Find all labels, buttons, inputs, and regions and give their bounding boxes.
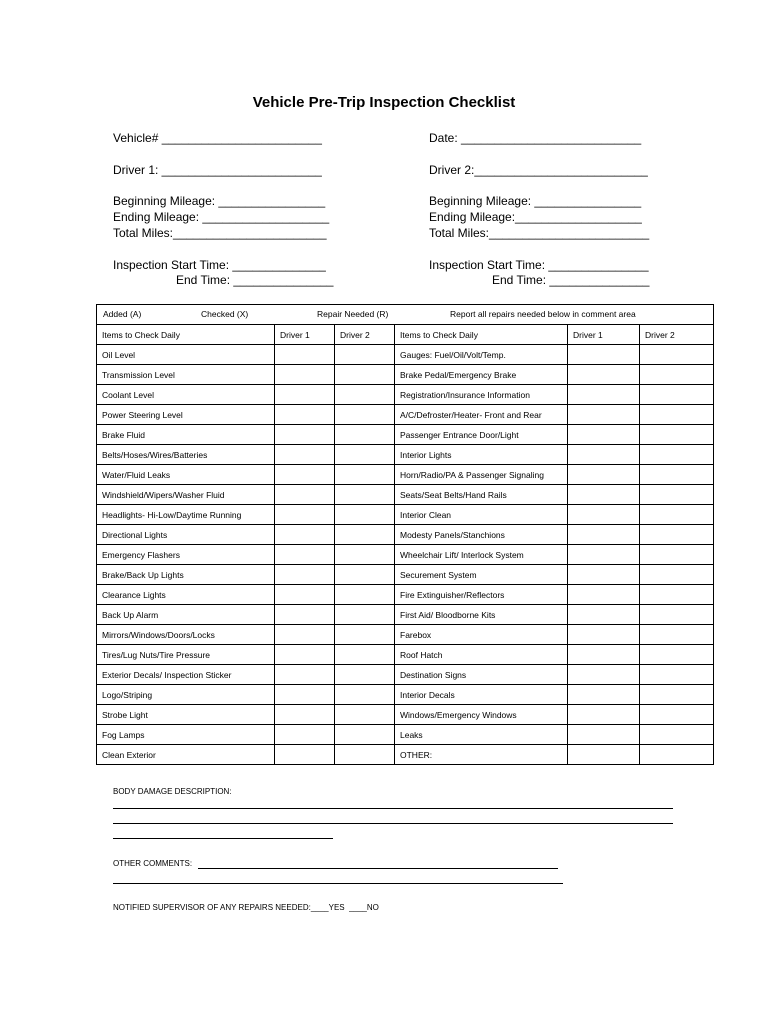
driver2-field[interactable]: Driver 2:__________________________ <box>429 163 648 177</box>
driver1-check-left[interactable] <box>275 545 335 565</box>
item-label-left: Coolant Level <box>97 385 275 405</box>
item-label-left: Power Steering Level <box>97 405 275 425</box>
table-row <box>97 705 714 725</box>
driver1-check-right[interactable] <box>568 525 640 545</box>
item-label-left: Exterior Decals/ Inspection Sticker <box>97 665 275 685</box>
inspection-start-time-left-field[interactable]: Inspection Start Time: ______________ <box>113 258 326 272</box>
item-label-right: Brake Pedal/Emergency Brake <box>395 365 568 385</box>
total-miles-left-field[interactable]: Total Miles:_______________________ <box>113 226 327 240</box>
driver2-check-left[interactable] <box>335 465 395 485</box>
driver2-check-right[interactable] <box>640 505 714 525</box>
item-label-left: Water/Fluid Leaks <box>97 465 275 485</box>
driver1-check-left[interactable] <box>275 365 335 385</box>
driver2-check-left[interactable] <box>335 565 395 585</box>
driver2-check-right[interactable] <box>640 605 714 625</box>
driver2-check-right[interactable] <box>640 425 714 445</box>
driver1-check-right[interactable] <box>568 385 640 405</box>
item-label-right: Fire Extinguisher/Reflectors <box>395 585 568 605</box>
driver2-check-right[interactable] <box>640 665 714 685</box>
legend-checked: Checked (X) <box>201 309 249 319</box>
body-damage-line-3[interactable] <box>113 838 333 839</box>
driver2-check-right[interactable] <box>640 345 714 365</box>
driver1-check-right[interactable] <box>568 745 640 765</box>
item-label-left: Clearance Lights <box>97 585 275 605</box>
driver2-check-left[interactable] <box>335 585 395 605</box>
driver1-check-right[interactable] <box>568 605 640 625</box>
driver1-check-right[interactable] <box>568 565 640 585</box>
driver1-check-right[interactable] <box>568 405 640 425</box>
table-row <box>97 665 714 685</box>
driver1-check-left[interactable] <box>275 345 335 365</box>
item-label-right: A/C/Defroster/Heater- Front and Rear <box>395 405 568 425</box>
table-row <box>97 445 714 465</box>
driver2-check-left[interactable] <box>335 725 395 745</box>
inspection-start-time-right-field[interactable]: Inspection Start Time: _______________ <box>429 258 649 272</box>
item-label-left: Fog Lamps <box>97 725 275 745</box>
driver1-check-right[interactable] <box>568 685 640 705</box>
item-label-right: Interior Lights <box>395 445 568 465</box>
driver2-check-right[interactable] <box>640 565 714 585</box>
driver2-check-left[interactable] <box>335 445 395 465</box>
driver1-check-right[interactable] <box>568 465 640 485</box>
driver2-check-left[interactable] <box>335 645 395 665</box>
item-label-left: Tires/Lug Nuts/Tire Pressure <box>97 645 275 665</box>
driver2-check-right[interactable] <box>640 465 714 485</box>
item-label-left: Back Up Alarm <box>97 605 275 625</box>
driver2-check-left[interactable] <box>335 685 395 705</box>
table-row <box>97 725 714 745</box>
column-header-driver1-left: Driver 1 <box>275 325 335 345</box>
driver2-check-right[interactable] <box>640 385 714 405</box>
total-miles-right-field[interactable]: Total Miles:________________________ <box>429 226 650 240</box>
driver2-check-right[interactable] <box>640 365 714 385</box>
driver2-check-right[interactable] <box>640 485 714 505</box>
table-row <box>97 425 714 445</box>
item-label-right: Modesty Panels/Stanchions <box>395 525 568 545</box>
driver1-check-right[interactable] <box>568 705 640 725</box>
driver1-check-right[interactable] <box>568 425 640 445</box>
driver2-check-left[interactable] <box>335 605 395 625</box>
driver2-check-right[interactable] <box>640 745 714 765</box>
driver1-check-left[interactable] <box>275 465 335 485</box>
beginning-mileage-right-field[interactable]: Beginning Mileage: ________________ <box>429 194 642 208</box>
body-damage-line-1[interactable] <box>113 808 673 809</box>
item-label-right: Horn/Radio/PA & Passenger Signaling <box>395 465 568 485</box>
item-label-right: Farebox <box>395 625 568 645</box>
table-row <box>97 585 714 605</box>
column-header-items-right: Items to Check Daily <box>395 325 568 345</box>
item-label-right: Passenger Entrance Door/Light <box>395 425 568 445</box>
driver1-check-left[interactable] <box>275 645 335 665</box>
item-label-right: Leaks <box>395 725 568 745</box>
driver2-check-left[interactable] <box>335 705 395 725</box>
driver1-check-left[interactable] <box>275 725 335 745</box>
item-label-right: Windows/Emergency Windows <box>395 705 568 725</box>
driver1-check-right[interactable] <box>568 485 640 505</box>
driver1-check-left[interactable] <box>275 565 335 585</box>
driver1-check-right[interactable] <box>568 625 640 645</box>
driver1-check-right[interactable] <box>568 505 640 525</box>
driver1-check-left[interactable] <box>275 405 335 425</box>
column-header-driver2-right: Driver 2 <box>640 325 714 345</box>
end-time-right-field[interactable]: End Time: _______________ <box>492 273 650 287</box>
page-title: Vehicle Pre-Trip Inspection Checklist <box>252 94 516 111</box>
ending-mileage-right-field[interactable]: Ending Mileage:___________________ <box>429 210 642 224</box>
driver2-check-left[interactable] <box>335 345 395 365</box>
item-label-left: Brake/Back Up Lights <box>97 565 275 585</box>
item-label-right: Wheelchair Lift/ Interlock System <box>395 545 568 565</box>
table-row <box>97 605 714 625</box>
driver1-check-right[interactable] <box>568 585 640 605</box>
table-row <box>97 565 714 585</box>
inspection-table <box>96 304 714 765</box>
legend-row <box>97 305 714 325</box>
driver1-check-left[interactable] <box>275 445 335 465</box>
driver1-check-right[interactable] <box>568 665 640 685</box>
column-header-items-left: Items to Check Daily <box>97 325 275 345</box>
driver1-check-left[interactable] <box>275 705 335 725</box>
item-label-right: Registration/Insurance Information <box>395 385 568 405</box>
driver1-check-right[interactable] <box>568 365 640 385</box>
table-row <box>97 405 714 425</box>
table-row <box>97 365 714 385</box>
column-header-driver1-right: Driver 1 <box>568 325 640 345</box>
item-label-right: First Aid/ Bloodborne Kits <box>395 605 568 625</box>
table-row <box>97 485 714 505</box>
item-label-right: Seats/Seat Belts/Hand Rails <box>395 485 568 505</box>
item-label-left: Mirrors/Windows/Doors/Locks <box>97 625 275 645</box>
table-row <box>97 465 714 485</box>
item-label-left: Belts/Hoses/Wires/Batteries <box>97 445 275 465</box>
driver1-field[interactable]: Driver 1: ________________________ <box>113 163 322 177</box>
item-label-left: Logo/Striping <box>97 685 275 705</box>
driver1-check-left[interactable] <box>275 685 335 705</box>
legend-repair-needed: Repair Needed (R) <box>317 309 389 319</box>
driver2-check-left[interactable] <box>335 485 395 505</box>
driver1-check-left[interactable] <box>275 525 335 545</box>
end-time-left-field[interactable]: End Time: _______________ <box>176 273 334 287</box>
driver2-check-left[interactable] <box>335 385 395 405</box>
driver2-check-right[interactable] <box>640 625 714 645</box>
date-field[interactable]: Date: ___________________________ <box>429 131 642 145</box>
driver2-check-left[interactable] <box>335 425 395 445</box>
item-label-right: Interior Clean <box>395 505 568 525</box>
driver2-check-left[interactable] <box>335 625 395 645</box>
driver1-check-left[interactable] <box>275 425 335 445</box>
driver2-check-left[interactable] <box>335 365 395 385</box>
notified-supervisor-line[interactable]: NOTIFIED SUPERVISOR OF ANY REPAIRS NEEDED:____YES ____NO <box>113 903 379 912</box>
driver2-check-right[interactable] <box>640 525 714 545</box>
item-label-right: Securement System <box>395 565 568 585</box>
item-label-left: Windshield/Wipers/Washer Fluid <box>97 485 275 505</box>
driver1-check-right[interactable] <box>568 545 640 565</box>
driver2-check-left[interactable] <box>335 745 395 765</box>
driver2-check-right[interactable] <box>640 545 714 565</box>
driver1-check-left[interactable] <box>275 485 335 505</box>
item-label-left: Emergency Flashers <box>97 545 275 565</box>
other-comments-label: OTHER COMMENTS: <box>113 859 195 868</box>
column-header-driver2-left: Driver 2 <box>335 325 395 345</box>
driver2-check-right[interactable] <box>640 725 714 745</box>
driver2-check-right[interactable] <box>640 405 714 425</box>
item-label-right: Gauges: Fuel/Oil/Volt/Temp. <box>395 345 568 365</box>
table-row <box>97 525 714 545</box>
item-label-left: Transmission Level <box>97 365 275 385</box>
driver1-check-left[interactable] <box>275 625 335 645</box>
driver1-check-right[interactable] <box>568 725 640 745</box>
driver2-check-left[interactable] <box>335 665 395 685</box>
driver1-check-right[interactable] <box>568 645 640 665</box>
driver1-check-left[interactable] <box>275 745 335 765</box>
table-row <box>97 745 714 765</box>
body-damage-label: BODY DAMAGE DESCRIPTION: <box>113 787 232 796</box>
driver2-check-right[interactable] <box>640 685 714 705</box>
item-label-left: Directional Lights <box>97 525 275 545</box>
table-row <box>97 505 714 525</box>
driver1-check-left[interactable] <box>275 665 335 685</box>
table-row <box>97 345 714 365</box>
item-label-right: OTHER: <box>395 745 568 765</box>
vehicle-field[interactable]: Vehicle# ________________________ <box>113 131 322 145</box>
driver2-check-left[interactable] <box>335 545 395 565</box>
driver1-check-left[interactable] <box>275 385 335 405</box>
item-label-left: Strobe Light <box>97 705 275 725</box>
other-comments-line-1[interactable] <box>198 868 558 869</box>
item-label-left: Clean Exterior <box>97 745 275 765</box>
driver1-check-right[interactable] <box>568 345 640 365</box>
body-damage-line-2[interactable] <box>113 823 673 824</box>
ending-mileage-left-field[interactable]: Ending Mileage: ___________________ <box>113 210 330 224</box>
legend-report-note: Report all repairs needed below in comment area <box>450 309 636 319</box>
driver1-check-left[interactable] <box>275 585 335 605</box>
table-row <box>97 545 714 565</box>
driver1-check-right[interactable] <box>568 445 640 465</box>
table-row <box>97 385 714 405</box>
table-row <box>97 685 714 705</box>
driver1-check-left[interactable] <box>275 605 335 625</box>
driver1-check-left[interactable] <box>275 505 335 525</box>
item-label-right: Roof Hatch <box>395 645 568 665</box>
table-row <box>97 645 714 665</box>
driver2-check-right[interactable] <box>640 645 714 665</box>
column-header-row <box>97 325 714 345</box>
driver2-check-right[interactable] <box>640 585 714 605</box>
driver2-check-left[interactable] <box>335 525 395 545</box>
table-row <box>97 625 714 645</box>
legend-added: Added (A) <box>103 309 142 319</box>
other-comments-line-2[interactable] <box>113 883 563 884</box>
item-label-left: Headlights- Hi-Low/Daytime Running <box>97 505 275 525</box>
item-label-right: Interior Decals <box>395 685 568 705</box>
item-label-left: Oil Level <box>97 345 275 365</box>
driver2-check-left[interactable] <box>335 405 395 425</box>
driver2-check-right[interactable] <box>640 705 714 725</box>
driver2-check-right[interactable] <box>640 445 714 465</box>
driver2-check-left[interactable] <box>335 505 395 525</box>
beginning-mileage-left-field[interactable]: Beginning Mileage: ________________ <box>113 194 326 208</box>
item-label-left: Brake Fluid <box>97 425 275 445</box>
item-label-right: Destination Signs <box>395 665 568 685</box>
